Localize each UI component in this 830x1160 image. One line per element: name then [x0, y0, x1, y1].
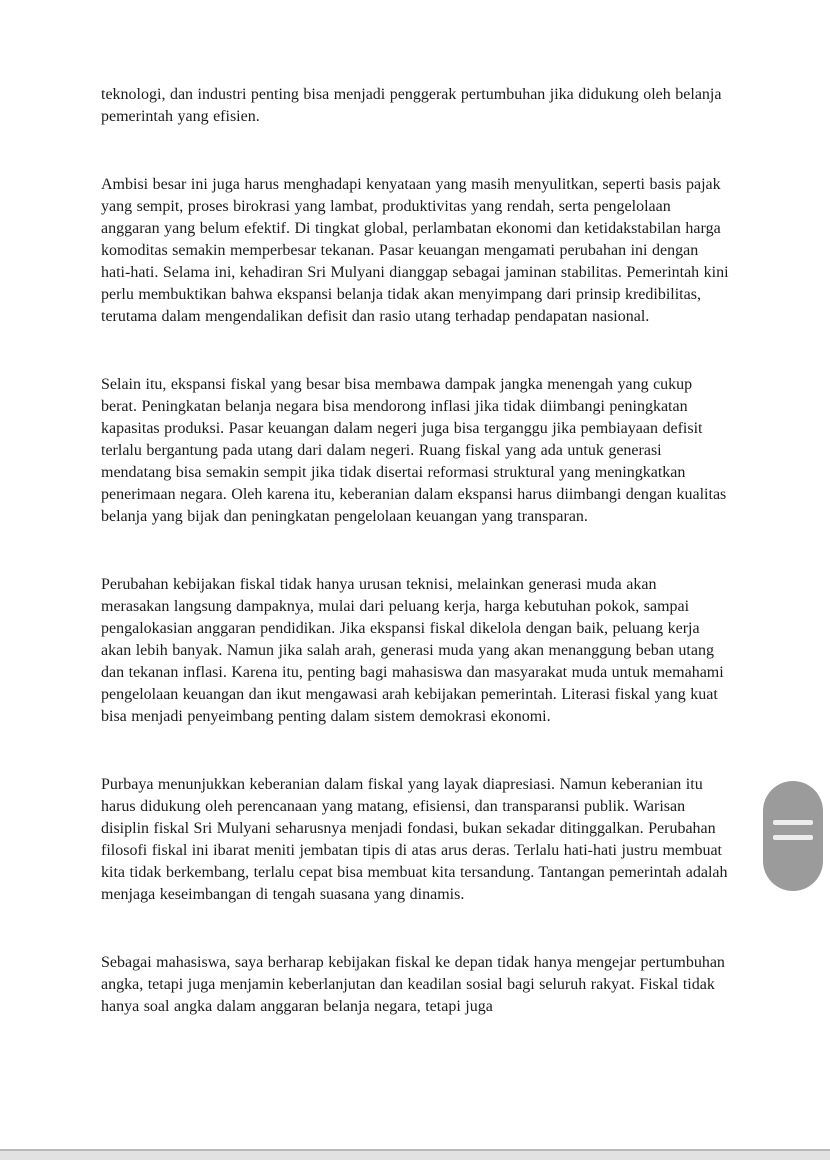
paragraph: Ambisi besar ini juga harus menghadapi kenyataan yang masih menyulitkan, seperti basis pajak yang sempit, proses birokrasi yang lambat, produktivitas yang rendah, serta pengelolaan anggaran yang belum efektif. Di tingkat global, perlambatan ekonomi dan ketidakstabilan harga komoditas semakin memperbesar tekanan. Pasar keuangan mengamati perubahan ini dengan hati-hati. Selama ini, kehadiran Sri Mulyani dianggap sebagai jaminan stabilitas. Pemerintah kini perlu membuktikan bahwa ekspansi belanja tidak akan menyimpang dari prinsip kredibilitas, terutama dalam mengendalikan defisit dan rasio utang terhadap pendapatan nasional.: [101, 176, 729, 325]
paragraph: Purbaya menunjukkan keberanian dalam fiskal yang layak diapresiasi. Namun keberanian itu harus didukung oleh perencanaan yang matang, efisiensi, dan transparansi publik. Warisan disiplin fiskal Sri Mulyani seharusnya menjadi fondasi, bukan sekadar ditinggalkan. Perubahan filosofi fiskal ini ibarat meniti jembatan tipis di atas arus deras. Terlalu hati-hati justru membuat kita tidak berkembang, terlalu cepat bisa membuat kita tersandung. Tantangan pemerintah adalah menjaga keseimbangan di tengah suasana yang dinamis.: [101, 776, 728, 903]
grip-lines-icon: [773, 820, 813, 825]
fast-scroll-handle[interactable]: [763, 781, 823, 891]
paragraph: Perubahan kebijakan fiskal tidak hanya urusan teknisi, melainkan generasi muda akan merasakan langsung dampaknya, mulai dari peluang kerja, harga kebutuhan pokok, sampai pengalokasian anggaran pendidikan. Jika ekspansi fiskal dikelola dengan baik, peluang kerja akan lebih banyak. Namun jika salah arah, generasi muda yang akan menanggung beban utang dan tekanan inflasi. Karena itu, penting bagi mahasiswa dan masyarakat muda untuk memahami pengelolaan keuangan dan ikut mengawasi arah kebijakan pemerintah. Literasi fiskal yang kuat bisa menjadi penyeimbang penting dalam sistem demokrasi ekonomi.: [101, 576, 724, 725]
page-gap: [0, 1149, 830, 1160]
document-text-body: [101, 84, 729, 1064]
paragraph: teknologi, dan industri penting bisa menjadi penggerak pertumbuhan jika didukung oleh belanja pemerintah yang efisien.: [101, 86, 722, 125]
grip-lines-icon: [773, 835, 813, 840]
paragraph: Selain itu, ekspansi fiskal yang besar bisa membawa dampak jangka menengah yang cukup berat. Peningkatan belanja negara bisa mendorong inflasi jika tidak diimbangi peningkatan kapasitas produksi. Pasar keuangan dalam negeri juga bisa terganggu jika pembiayaan defisit terlalu bergantung pada utang dari dalam negeri. Ruang fiskal yang ada untuk generasi mendatang bisa semakin sempit jika tidak disertai reformasi struktural yang meningkatkan penerimaan negara. Oleh karena itu, keberanian dalam ekspansi harus diimbangi dengan kualitas belanja yang bijak dan peningkatan pengelolaan keuangan yang transparan.: [101, 376, 727, 525]
paragraph: Sebagai mahasiswa, saya berharap kebijakan fiskal ke depan tidak hanya mengejar pertumbuhan angka, tetapi juga menjamin keberlanjutan dan keadilan sosial bagi seluruh rakyat. Fiskal tidak hanya soal angka dalam anggaran belanja negara, tetapi juga: [101, 954, 725, 1015]
